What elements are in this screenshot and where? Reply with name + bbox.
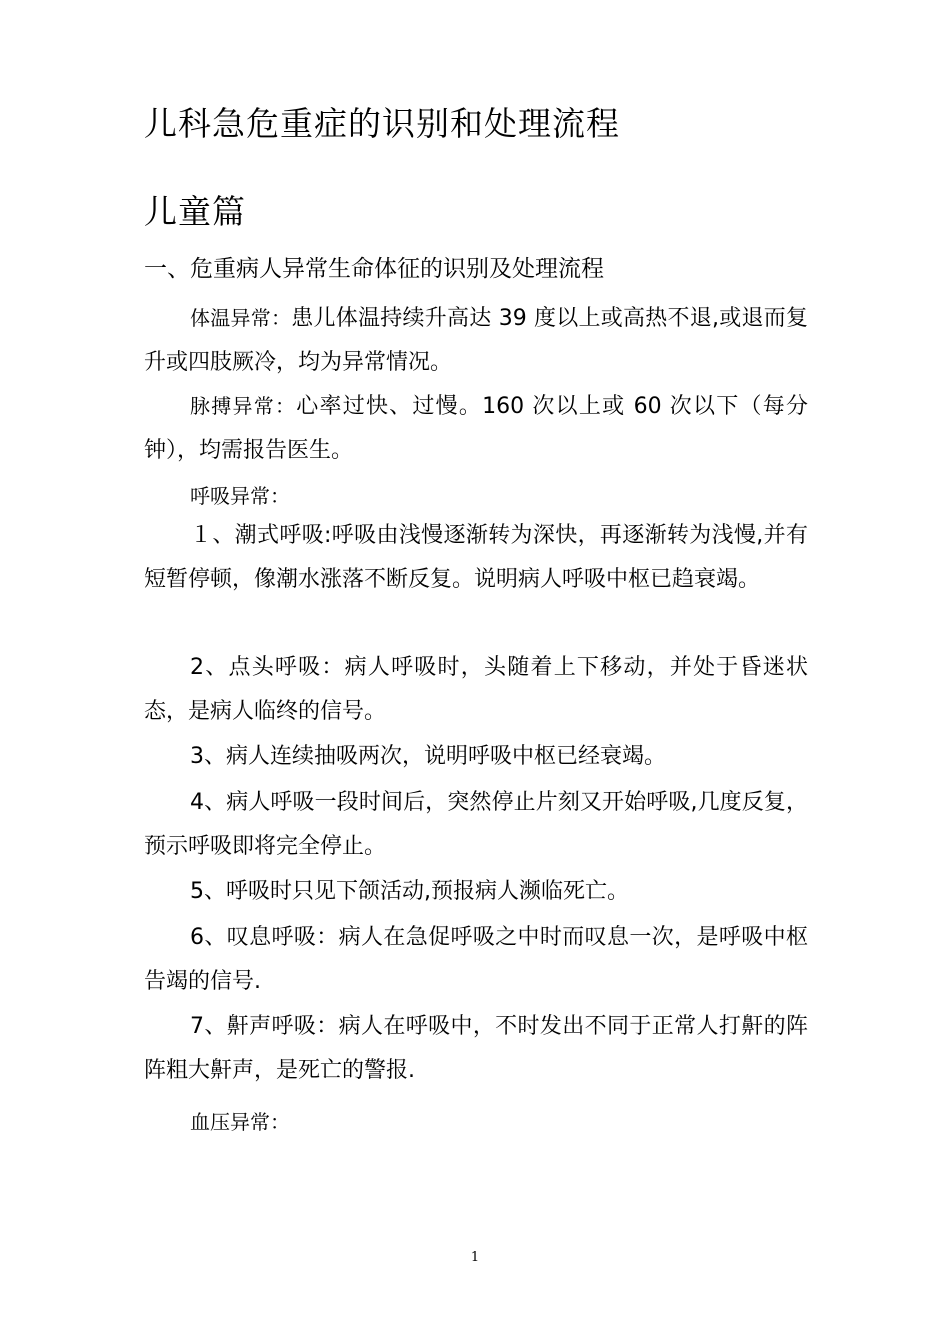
temperature-paragraph: [144, 296, 808, 385]
pulse-paragraph: [144, 384, 808, 473]
respiration-item: 2、点头呼吸：病人呼吸时，头随着上下移动，并处于昏迷状态，是病人临终的信号。: [144, 655, 808, 724]
respiration-item: １、潮式呼吸:呼吸由浅慢逐渐转为深快，再逐渐转为浅慢,并有短暂停顿，像潮水涨落不断反复。说明病人呼吸中枢已趋衰竭。: [144, 523, 808, 592]
section-heading: 一、危重病人异常生命体征的识别及处理流程: [144, 256, 604, 282]
respiration-item: 5、呼吸时只见下颌活动,预报病人濒临死亡。: [190, 879, 629, 904]
blood-pressure-label: 血压异常：: [190, 1110, 290, 1134]
temperature-text: 患儿体温持续升高达 39 度以上或高热不退,或退而复升或四肢厥冷，均为异常情况。: [144, 306, 809, 375]
document-title: 儿科急危重症的识别和处理流程: [144, 104, 620, 143]
respiration-item: 7、鼾声呼吸：病人在呼吸中，不时发出不同于正常人打鼾的阵阵粗大鼾声，是死亡的警报.: [144, 1014, 808, 1083]
respiration-item: 3、病人连续抽吸两次，说明呼吸中枢已经衰竭。: [190, 744, 666, 769]
pulse-text: 心率过快、过慢。160 次以上或 60 次以下（每分钟），均需报告医生。: [144, 394, 809, 463]
pulse-label: 脉搏异常：: [190, 394, 297, 418]
document-subtitle: 儿童篇: [144, 192, 246, 231]
page-number: 1: [470, 1250, 480, 1265]
respiration-item: 4、病人呼吸一段时间后，突然停止片刻又开始呼吸,几度反复，预示呼吸即将完全停止。: [144, 790, 808, 859]
respiration-label: 呼吸异常：: [190, 484, 290, 508]
temperature-label: 体温异常：: [190, 306, 292, 330]
respiration-item: 6、叹息呼吸：病人在急促呼吸之中时而叹息一次，是呼吸中枢告竭的信号.: [144, 925, 808, 994]
